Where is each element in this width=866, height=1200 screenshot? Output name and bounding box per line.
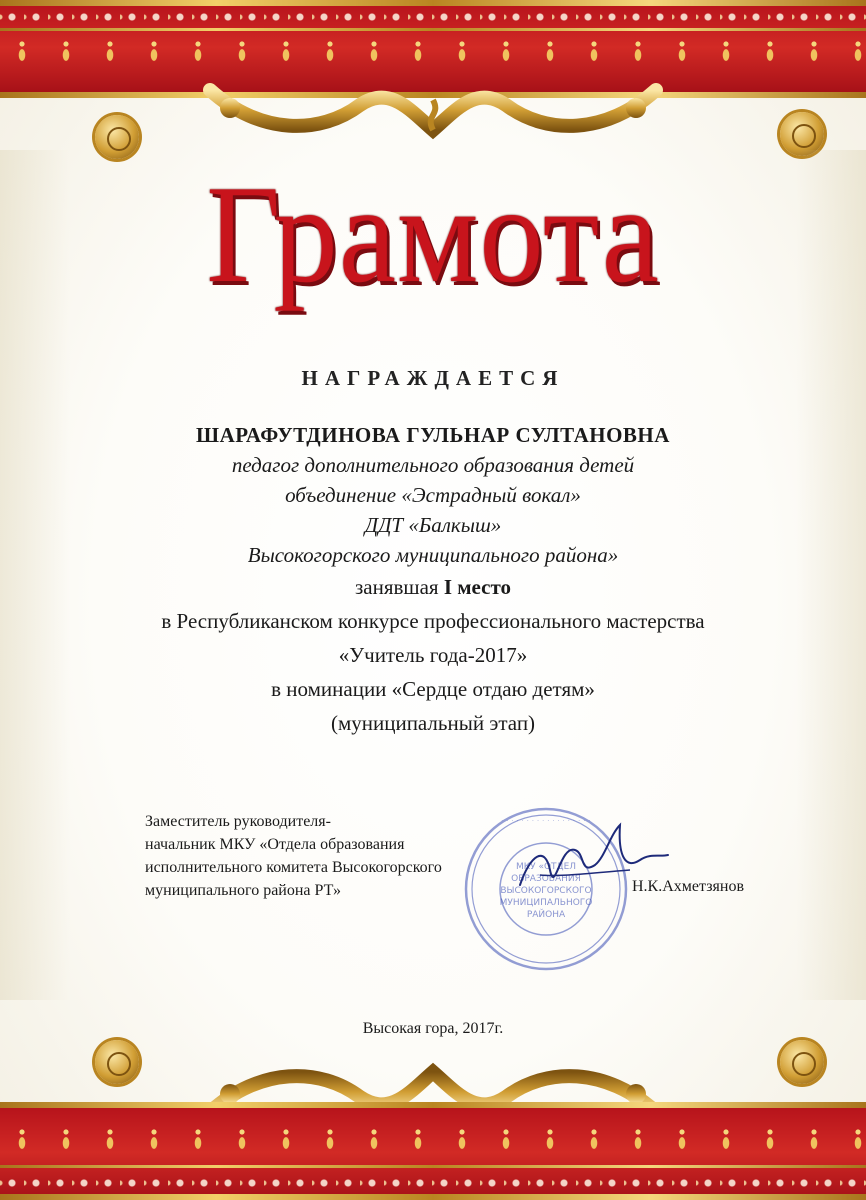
signatory-title-line-1: Заместитель руководителя- (145, 813, 331, 830)
recipient-position-line-1: педагог дополнительного образования детей (231, 453, 635, 477)
achievement-prefix: занявшая (354, 575, 444, 599)
recipient-position-line-2: объединение «Эстрадный вокал» (285, 483, 581, 507)
left-bottom-medallion-ornament (95, 1040, 139, 1084)
competition-name: «Учитель года-2017» (338, 643, 528, 667)
awarded-label: НАГРАЖДАЕТСЯ (301, 366, 565, 390)
nomination-line: в номинации «Сердце отдаю детям» (271, 677, 595, 701)
stage-line: (муниципальный этап) (330, 711, 536, 735)
right-bottom-medallion-ornament (780, 1040, 824, 1084)
signatory-title-line-4: муниципального района РТ» (145, 882, 341, 899)
stamp-text-line-4: МУНИЦИПАЛЬНОГО (499, 898, 593, 908)
place-and-date: Высокая гора, 2017г. (362, 1020, 504, 1037)
svg-text:· · · · · · · · · · · · · · ·: · · · · · · · · · · · · · · · · · · (501, 817, 591, 825)
certificate-title: Грамота (206, 157, 660, 312)
left-top-medallion-ornament (95, 115, 139, 159)
recipient-name: ШАРАФУТДИНОВА ГУЛЬНАР СУЛТАНОВНА (196, 423, 670, 447)
achievement-place: I место (443, 575, 511, 599)
top-gold-scroll-ornament (200, 80, 666, 140)
stamp-text-line-3: ВЫСОКОГОРСКОГО (500, 886, 592, 896)
bottom-ornamental-border (0, 1080, 866, 1200)
stamp-text-line-5: РАЙОНА (526, 910, 566, 920)
recipient-position-line-4: Высокогорского муниципального района» (247, 543, 619, 567)
signer-name: Н.К.Ахметзянов (632, 878, 744, 895)
certificate-body (80, 420, 786, 740)
competition-line: в Республиканском конкурсе профессионального мастерства (161, 609, 705, 633)
handwritten-signature (500, 815, 670, 915)
stamp-text-line-1: МКУ «ОТДЕЛ (515, 862, 577, 872)
signatory-title-line-2: начальник МКУ «Отдела образования (145, 836, 405, 853)
stamp-text-line-2: ОБРАЗОВАНИЯ (511, 874, 581, 884)
signatory-title-line-3: исполнительного комитета Высокогорского (145, 859, 442, 876)
recipient-position-line-3: ДДТ «Балкыш» (364, 513, 502, 537)
achievement-line (80, 570, 786, 604)
